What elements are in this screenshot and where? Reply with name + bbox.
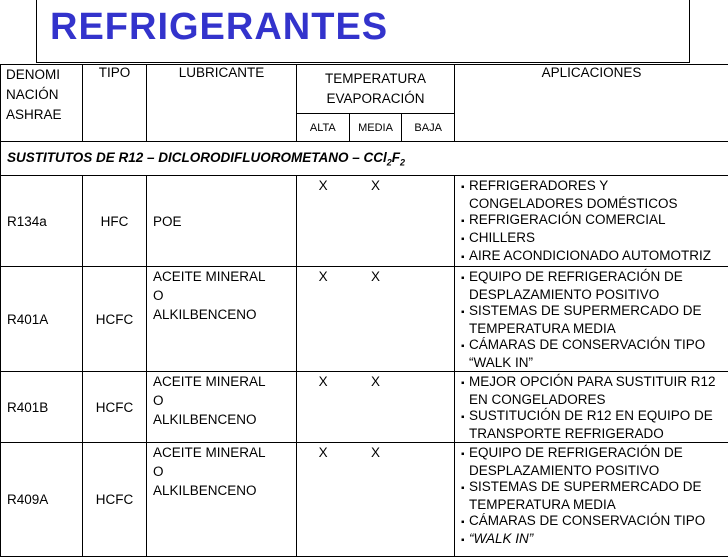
refrigerant-tipo: HCFC — [83, 267, 147, 372]
temperature-marks: X X — [297, 443, 455, 557]
list-item: ▪ SUSTITUCIÓN DE R12 EN EQUIPO DE TRANSPORTE REFRIGERADO — [461, 408, 724, 442]
list-item: ▪ REFRIGERACIÓN COMERCIAL — [461, 212, 724, 230]
applications-list — [455, 372, 728, 443]
refrigerant-name: R401B — [1, 372, 83, 443]
temperature-marks: X X — [297, 372, 455, 443]
list-item: ▪ CHILLERS — [461, 230, 724, 248]
refrigerant-name: R401A — [1, 267, 83, 372]
list-item: ▪ EQUIPO DE REFRIGERACIÓN DE DESPLAZAMIENTO POSITIVO — [461, 269, 724, 303]
refrigerant-lubricante: ACEITE MINERAL O ALKILBENCENO — [147, 443, 297, 557]
header-row — [1, 65, 728, 142]
temperature-marks: X X — [297, 267, 455, 372]
list-item: ▪ CÁMARAS DE CONSERVACIÓN TIPO — [461, 513, 724, 531]
refrigerant-tipo: HCFC — [83, 443, 147, 557]
refrigerant-tipo: HFC — [83, 176, 147, 267]
section-row — [1, 142, 728, 176]
list-item: ▪ “WALK IN” — [461, 531, 724, 549]
refrigerant-lubricante: ACEITE MINERAL O ALKILBENCENO — [147, 372, 297, 443]
list-item: ▪ SISTEMAS DE SUPERMERCADO DE TEMPERATURA MEDIA — [461, 303, 724, 337]
refrigerants-table — [0, 64, 728, 557]
header-alta: ALTA — [297, 114, 350, 141]
list-item: ▪ CÁMARAS DE CONSERVACIÓN TIPO “WALK IN” — [461, 337, 724, 371]
list-item: ▪ AIRE ACONDICIONADO AUTOMOTRIZ — [461, 248, 724, 266]
header-lubricante: LUBRICANTE — [147, 65, 297, 142]
page-title: REFRIGERANTES — [50, 6, 388, 49]
header-aplicaciones: APLICACIONES — [455, 65, 728, 142]
list-item: ▪ REFRIGERADORES Y CONGELADORES DOMÉSTICOS — [461, 178, 724, 212]
header-baja: BAJA — [402, 114, 454, 141]
list-item: ▪ MEJOR OPCIÓN PARA SUSTITUIR R12 EN CONGELADORES — [461, 374, 724, 408]
refrigerant-lubricante: POE — [147, 176, 297, 267]
applications-list — [455, 176, 728, 267]
refrigerant-lubricante: ACEITE MINERAL O ALKILBENCENO — [147, 267, 297, 372]
header-tipo: TIPO — [83, 65, 147, 142]
header-temperatura: TEMPERATURA EVAPORACIÓN ALTA MEDIA BAJA — [297, 65, 455, 142]
table-row — [1, 176, 728, 267]
table-row — [1, 372, 728, 443]
table-row — [1, 267, 728, 372]
refrigerant-name: R409A — [1, 443, 83, 557]
temperature-marks: X X — [297, 176, 455, 267]
list-item: ▪ EQUIPO DE REFRIGERACIÓN DE DESPLAZAMIENTO POSITIVO — [461, 445, 724, 479]
table-row — [1, 443, 728, 557]
refrigerant-name: R134a — [1, 176, 83, 267]
header-media: MEDIA — [350, 114, 403, 141]
applications-list — [455, 443, 728, 557]
applications-list — [455, 267, 728, 372]
refrigerant-tipo: HCFC — [83, 372, 147, 443]
header-denominacion: DENOMI NACIÓN ASHRAE — [1, 65, 83, 142]
section-title: SUSTITUTOS DE R12 – DICLORODIFLUOROMETANO – $CCl_2F_2$ — [1, 142, 728, 176]
list-item: ▪ SISTEMAS DE SUPERMERCADO DE TEMPERATURA MEDIA — [461, 479, 724, 513]
